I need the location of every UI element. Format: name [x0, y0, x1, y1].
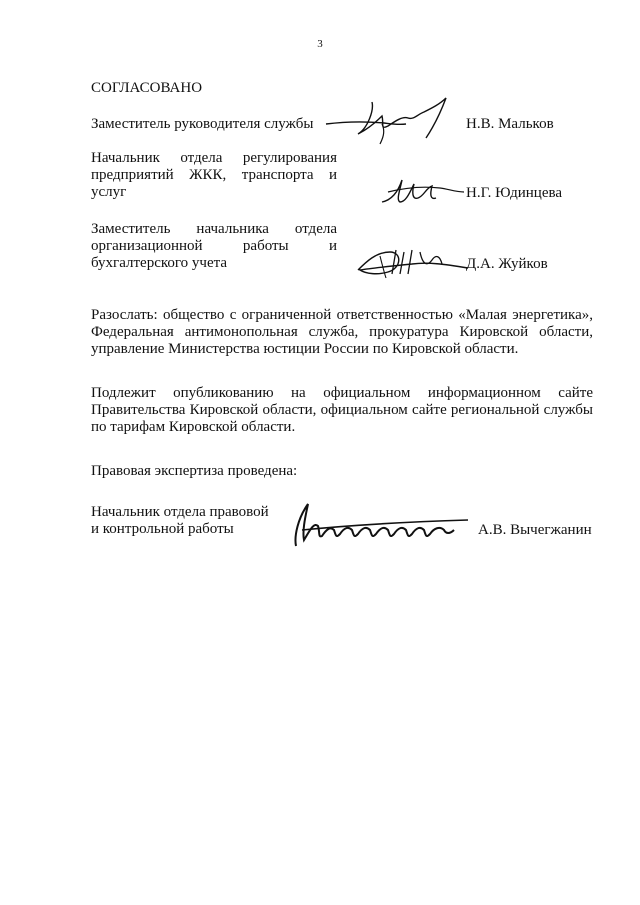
- signatory-3-name: Д.А. Жуйков: [466, 256, 548, 272]
- legal-review-position-line-2: и контрольной работы: [91, 521, 234, 537]
- signature-vychegzhanin: [282, 500, 472, 552]
- signatory-3-position-line-3: бухгалтерского учета: [91, 255, 228, 271]
- approval-heading: СОГЛАСОВАНО: [91, 80, 203, 96]
- signatory-2-name: Н.Г. Юдинцева: [466, 185, 563, 201]
- signatory-2-position-line-2: предприятий ЖКК, транспорта и: [91, 167, 337, 183]
- signatory-1-name: Н.В. Мальков: [466, 116, 554, 132]
- publication-line-3: по тарифам Кировской области.: [91, 419, 296, 435]
- signatory-3-position-line-1: Заместитель начальника отдела: [91, 221, 337, 237]
- signature-malkov: [322, 94, 462, 146]
- distribution-paragraph: [91, 307, 593, 358]
- legal-review-name: А.В. Вычегжанин: [478, 522, 592, 538]
- publication-line-1: Подлежит опубликованию на официальном информационном сайте: [91, 385, 593, 401]
- distribution-line-3: управление Министерства юстиции России по Кировской области.: [91, 341, 519, 357]
- publication-paragraph: [91, 385, 593, 436]
- signature-yudintseva: [378, 172, 468, 208]
- signatory-2-position-line-3: услуг: [91, 184, 127, 200]
- signatory-2-position-line-1: Начальник отдела регулирования: [91, 150, 337, 166]
- signatory-3-position-line-2: организационной работы и: [91, 238, 337, 254]
- legal-review-position-line-1: Начальник отдела правовой: [91, 504, 269, 520]
- page-number: 3: [317, 38, 323, 50]
- signature-zhuikov: [352, 242, 472, 282]
- publication-line-2: Правительства Кировской области, официальном сайте региональной службы: [91, 402, 593, 418]
- signatory-1-position: Заместитель руководителя службы: [91, 116, 314, 132]
- legal-review-statement: Правовая экспертиза проведена:: [91, 463, 298, 479]
- distribution-line-2: Федеральная антимонопольная служба, прокуратура Кировской области,: [91, 324, 593, 340]
- distribution-line-1: Разослать: общество с ограниченной ответственностью «Малая энергетика»,: [91, 307, 593, 323]
